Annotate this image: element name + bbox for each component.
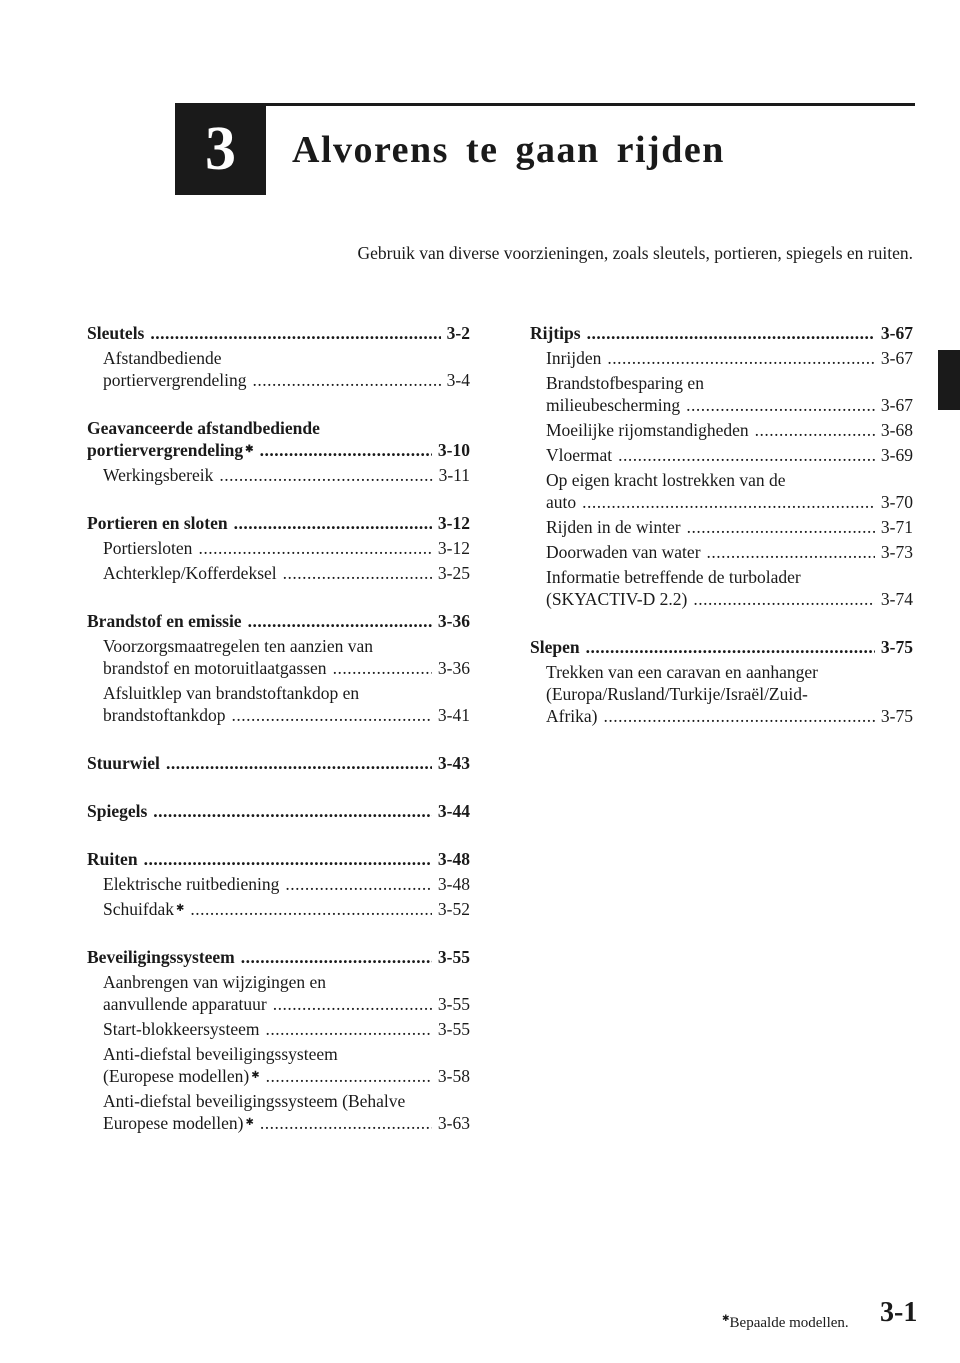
toc-section: [530, 636, 913, 727]
toc-section-link[interactable]: [87, 322, 470, 344]
toc-entry-page: 3-74: [880, 589, 913, 609]
chapter-subtitle: Gebruik van diverse voorzieningen, zoals sleutels, portieren, spiegels en ruiten.: [357, 243, 913, 263]
toc-section-link[interactable]: [87, 439, 470, 461]
toc-entry-title: aanvullende apparatuur: [103, 994, 267, 1014]
toc-entry-page: 3-58: [437, 1066, 470, 1086]
toc-entry-link[interactable]: [530, 394, 913, 416]
toc-entry-link[interactable]: [530, 516, 913, 538]
toc-entry-link[interactable]: [87, 704, 470, 726]
chapter-title: Alvorens te gaan rijden: [292, 129, 725, 171]
toc-entry-link[interactable]: [87, 537, 470, 559]
toc-section: [87, 610, 470, 726]
toc-section-page: 3-36: [437, 611, 470, 631]
toc-entry-page: 3-25: [437, 563, 470, 583]
toc-entry-title: Start-blokkeersysteem: [103, 1019, 260, 1039]
dot-leader: [253, 369, 441, 391]
toc-entry-link[interactable]: [530, 419, 913, 441]
toc-entry-page: 3-52: [437, 899, 470, 919]
dot-leader: [587, 322, 875, 344]
dot-leader: [586, 636, 875, 658]
toc-left-column: [87, 322, 470, 1160]
toc-section-page: 3-2: [446, 323, 470, 343]
toc-section: [87, 322, 470, 391]
dot-leader: [618, 444, 875, 466]
toc-entry-page: 3-63: [437, 1113, 470, 1133]
dot-leader: [582, 491, 875, 513]
toc-section-link[interactable]: [530, 636, 913, 658]
toc-entry-title: Elektrische ruitbediening: [103, 874, 280, 894]
toc-right-column: [530, 322, 913, 753]
toc-entry-page: 3-68: [880, 420, 913, 440]
toc-entry-title: milieubescherming: [546, 395, 681, 415]
dot-leader: [273, 993, 432, 1015]
dot-leader: [234, 512, 432, 534]
dot-leader: [231, 704, 431, 726]
dot-leader: [755, 419, 875, 441]
toc-entry-link[interactable]: [530, 588, 913, 610]
toc-section-page: 3-67: [880, 323, 913, 343]
toc-entry-page: 3-11: [438, 465, 470, 485]
toc-entry-title: Portiersloten: [103, 538, 193, 558]
toc-entry-link[interactable]: [87, 562, 470, 584]
toc-section: [87, 512, 470, 584]
toc-section: [87, 417, 470, 486]
chapter-side-tab: [938, 350, 960, 410]
toc-entry-title: (Europese modellen): [103, 1066, 250, 1086]
toc-entry-title-line: Brandstofbesparing en: [546, 373, 704, 393]
toc-section-title: Sleutels: [87, 323, 145, 343]
asterisk-icon: ✱: [245, 444, 254, 455]
toc-section-title: Rijtips: [530, 323, 581, 343]
toc-entry-title: Rijden in de winter: [546, 517, 681, 537]
dot-leader: [266, 1065, 432, 1087]
toc-section: [87, 946, 470, 1134]
toc-entry-page: 3-71: [880, 517, 913, 537]
toc-entry-title: (SKYACTIV-D 2.2): [546, 589, 688, 609]
toc-entry-title: Inrijden: [546, 348, 602, 368]
dot-leader: [693, 588, 875, 610]
toc-entry-link[interactable]: [530, 444, 913, 466]
dot-leader: [198, 537, 431, 559]
toc-entry-title-line: Afsluitklep van brandstoftankdop en: [103, 683, 360, 703]
toc-entry-title: Afrika): [546, 706, 598, 726]
asterisk-icon: ✱: [251, 1070, 260, 1081]
toc-entry-link[interactable]: [87, 657, 470, 679]
chapter-number: 3: [205, 115, 236, 183]
toc-entry-page: 3-4: [446, 370, 470, 390]
toc-section-link[interactable]: [87, 800, 470, 822]
asterisk-icon: ✱: [175, 903, 185, 914]
toc-section-link[interactable]: [87, 848, 470, 870]
toc-entry-title-line: Aanbrengen van wijzigingen en: [103, 972, 327, 992]
dot-leader: [241, 946, 432, 968]
toc-entry-title: brandstoftankdop: [103, 705, 226, 725]
toc-entry-title: Werkingsbereik: [103, 465, 214, 485]
toc-section-link[interactable]: [530, 322, 913, 344]
dot-leader: [283, 562, 432, 584]
dot-leader: [604, 705, 875, 727]
dot-leader: [333, 657, 432, 679]
toc-section-title-line: Geavanceerde afstandbediende: [87, 418, 320, 438]
toc-section-title: Ruiten: [87, 849, 138, 869]
toc-entry-link[interactable]: [87, 993, 470, 1015]
toc-entry-link[interactable]: [87, 1065, 470, 1087]
dot-leader: [260, 1112, 432, 1134]
toc-entry-title: portiervergrendeling: [103, 370, 247, 390]
toc-entry-link[interactable]: [87, 898, 470, 920]
toc-entry-title-line: Op eigen kracht lostrekken van de: [546, 470, 786, 490]
toc-section-title: Slepen: [530, 637, 580, 657]
toc-entry-title: brandstof en motoruitlaatgassen: [103, 658, 327, 678]
dot-leader: [144, 848, 432, 870]
toc-section-page: 3-12: [437, 513, 470, 533]
chapter-rule: [175, 103, 915, 106]
dot-leader: [190, 898, 432, 920]
dot-leader: [265, 1018, 431, 1040]
toc-section-title: Stuurwiel: [87, 753, 160, 773]
toc-entry-title-line: Trekken van een caravan en aanhanger: [546, 662, 818, 682]
toc-section-title: Spiegels: [87, 801, 148, 821]
toc-section-page: 3-55: [437, 947, 470, 967]
toc-entry-title: Doorwaden van water: [546, 542, 701, 562]
toc-entry-title: Europese modellen): [103, 1113, 244, 1133]
dot-leader: [687, 516, 875, 538]
toc-entry-link[interactable]: [530, 705, 913, 727]
footnote-text: Bepaalde modellen.: [729, 1315, 849, 1331]
toc-entry-link[interactable]: [530, 347, 913, 369]
footnote-star-icon: ✱: [722, 1313, 730, 1323]
toc-section: [87, 800, 470, 822]
dot-leader: [285, 873, 432, 895]
toc-entry-title: auto: [546, 492, 577, 512]
toc-entry-page: 3-12: [437, 538, 470, 558]
dot-leader: [686, 394, 875, 416]
toc-entry-link[interactable]: [87, 1112, 470, 1134]
toc-entry-page: 3-73: [880, 542, 913, 562]
footer-note: [720, 1313, 849, 1332]
toc-entry-link[interactable]: [530, 491, 913, 513]
toc-entry-page: 3-55: [437, 1019, 470, 1039]
toc-section-title: Brandstof en emissie: [87, 611, 242, 631]
toc-section-page: 3-75: [880, 637, 913, 657]
toc-entry-page: 3-69: [880, 445, 913, 465]
toc-entry-page: 3-41: [437, 705, 470, 725]
toc-entry-title-line: Anti-diefstal beveiligingssysteem (Behalve: [103, 1091, 406, 1111]
page-number: 3-1: [880, 1297, 918, 1328]
toc-entry-page: 3-75: [880, 706, 913, 726]
toc-section-link[interactable]: [87, 610, 470, 632]
toc-section: [87, 752, 470, 774]
dot-leader: [219, 464, 432, 486]
dot-leader: [707, 541, 875, 563]
toc-entry-link[interactable]: [87, 464, 470, 486]
toc-entry-page: 3-70: [880, 492, 913, 512]
dot-leader: [248, 610, 432, 632]
toc-section-page: 3-44: [437, 801, 470, 821]
toc-section-title: Portieren en sloten: [87, 513, 228, 533]
toc-entry-page: 3-48: [437, 874, 470, 894]
toc-section-link[interactable]: [87, 752, 470, 774]
toc-section: [87, 848, 470, 920]
toc-section-link[interactable]: [87, 512, 470, 534]
dot-leader: [260, 439, 432, 461]
toc-entry-title: Schuifdak: [103, 899, 174, 919]
toc-entry-title: Achterklep/Kofferdeksel: [103, 563, 277, 583]
toc-section: [530, 322, 913, 610]
toc-entry-page: 3-36: [437, 658, 470, 678]
toc-entry-link[interactable]: [87, 873, 470, 895]
chapter-number-box: [175, 104, 266, 195]
asterisk-icon: ✱: [245, 1117, 254, 1128]
toc-entry-page: 3-55: [437, 994, 470, 1014]
dot-leader: [166, 752, 432, 774]
toc-section-page: 3-43: [437, 753, 470, 773]
toc-entry-title: Vloermat: [546, 445, 613, 465]
toc-entry-title-line: Afstandbediende: [103, 348, 222, 368]
toc-section-page: 3-48: [437, 849, 470, 869]
toc-entry-link[interactable]: [87, 369, 470, 391]
toc-entry-link[interactable]: [87, 1018, 470, 1040]
toc-section-page: 3-10: [437, 440, 470, 460]
dot-leader: [150, 322, 440, 344]
toc-section-link[interactable]: [87, 946, 470, 968]
toc-entry-link[interactable]: [530, 541, 913, 563]
toc-entry-title-line: Voorzorgsmaatregelen ten aanzien van: [103, 636, 374, 656]
toc-entry-page: 3-67: [880, 395, 913, 415]
dot-leader: [607, 347, 875, 369]
dot-leader: [153, 800, 432, 822]
toc-entry-title: Moeilijke rijomstandigheden: [546, 420, 749, 440]
toc-entry-title-line: Informatie betreffende de turbolader: [546, 567, 801, 587]
toc-entry-title-line: (Europa/Rusland/Turkije/Israël/Zuid-: [546, 684, 808, 704]
toc-section-title: portiervergrendeling: [87, 440, 244, 460]
toc-entry-page: 3-67: [880, 348, 913, 368]
toc-entry-title-line: Anti-diefstal beveiligingssysteem: [103, 1044, 338, 1064]
toc-section-title: Beveiligingssysteem: [87, 947, 235, 967]
